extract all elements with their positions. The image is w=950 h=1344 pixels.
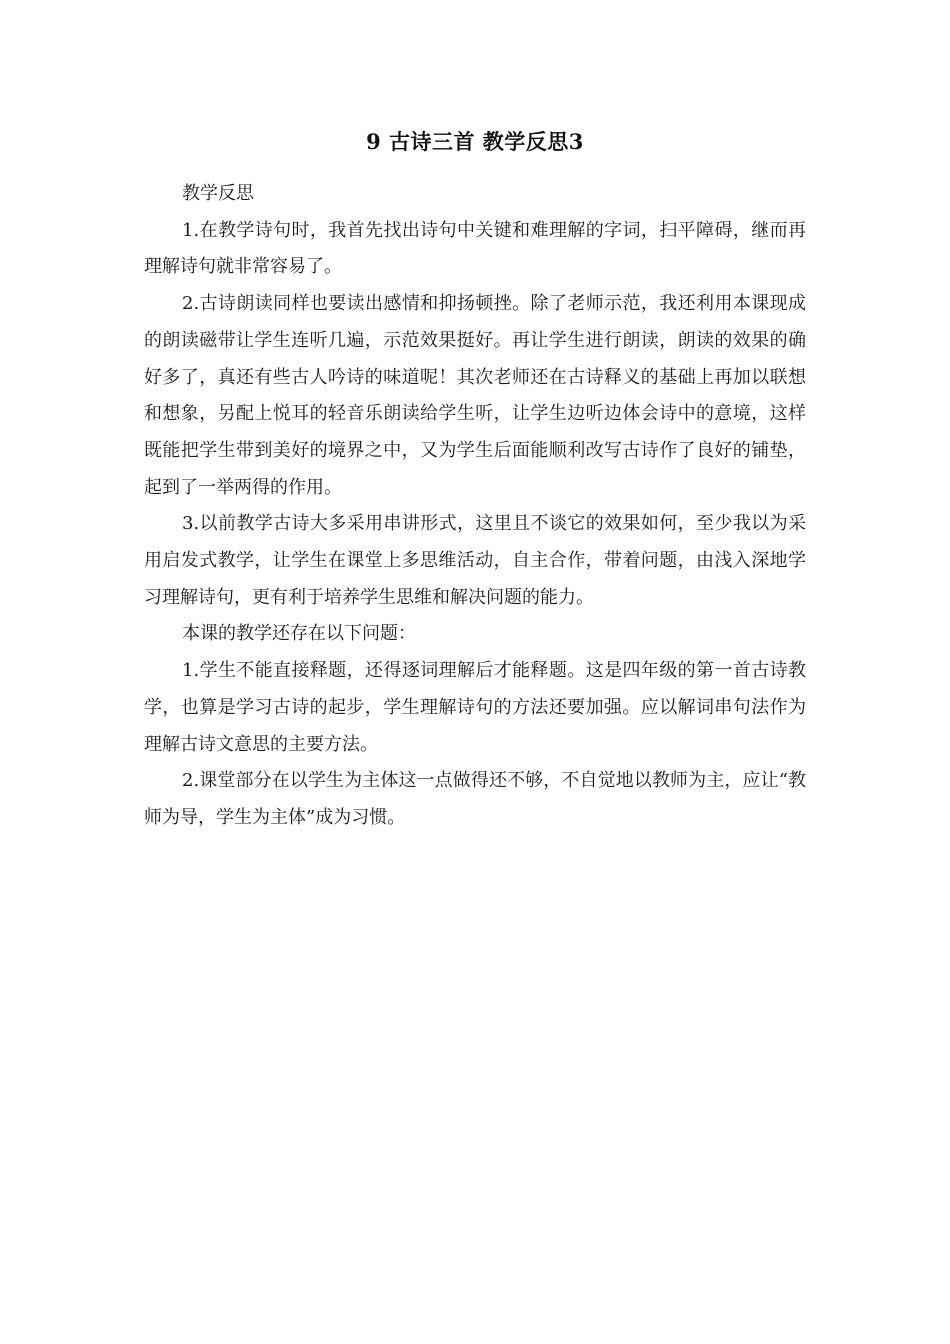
- problem-point-1: 1.学生不能直接释题，还得逐词理解后才能释题。这是四年级的第一首古诗教学，也算是学习古诗的起步，学生理解诗句的方法还要加强。应以解词串句法作为理解古诗文意思的主要方法。: [144, 660, 806, 755]
- section-heading-problems: 本课的教学还存在以下问题：: [182, 623, 416, 645]
- reflection-point-1: 1.在教学诗句时，我首先找出诗句中关键和难理解的字词，扫平障碍，继而再理解诗句就非常容易了。: [144, 219, 806, 278]
- document-title: 9 古诗三首 教学反思3: [366, 129, 584, 154]
- reflection-point-3: 3.以前教学古诗大多采用串讲形式，这里且不谈它的效果如何，至少我以为采用启发式教学，让学生在课堂上多思维活动，自主合作，带着问题，由浅入深地学习理解诗句，更有利于培养学生思维和解决问题的能力。: [144, 513, 806, 608]
- section-heading-reflection: 教学反思: [182, 183, 254, 204]
- problem-point-2: 2.课堂部分在以学生为主体这一点做得还不够，不自觉地以教师为主，应让“教师为导，学生为主体”成为习惯。: [144, 770, 806, 828]
- document-body: [144, 176, 806, 837]
- reflection-point-2: 2.古诗朗读同样也要读出感情和抑扬顿挫。除了老师示范，我还利用本课现成的朗读磁带让学生连听几遍，示范效果挺好。再让学生进行朗读，朗读的效果的确好多了，真还有些古人吟诗的味道呢！其次老师还在古诗释义的基础上再加以联想和想象，另配上悦耳的轻音乐朗读给学生听，让学生边听边体会诗中的意境，这样既能把学生带到美好的境界之中，又为学生后面能顺利改写古诗作了良好的铺垫，起到了一举两得的作用。: [144, 293, 806, 498]
